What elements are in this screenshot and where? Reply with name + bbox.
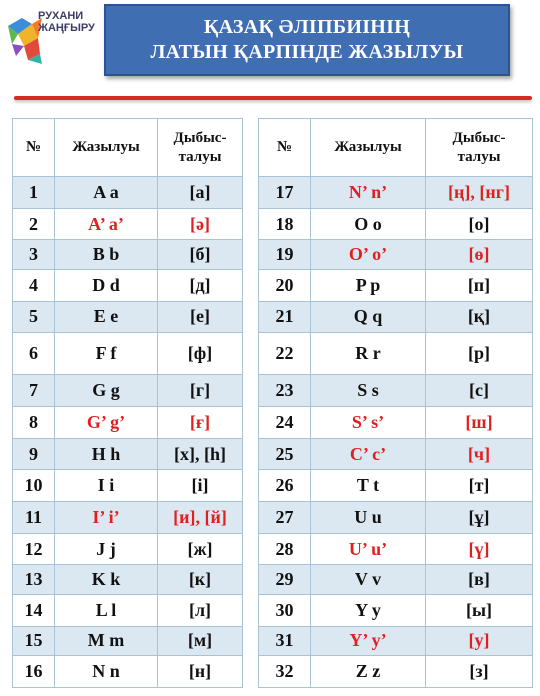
table-row — [259, 375, 533, 407]
table-row — [13, 470, 243, 502]
table-row — [259, 533, 533, 565]
sound-value: [р] — [426, 333, 533, 375]
latin-letter: H h — [55, 438, 158, 470]
table-row — [13, 240, 243, 270]
table-row — [259, 470, 533, 502]
table-row — [259, 407, 533, 439]
table-row — [13, 626, 243, 656]
sound-value: [д] — [158, 269, 243, 301]
latin-letter: N’ n’ — [311, 177, 426, 209]
header-sound — [426, 119, 533, 177]
sound-value: [ш] — [426, 407, 533, 439]
alphabet-table-left-body — [13, 119, 243, 688]
sound-value: [ө] — [426, 240, 533, 270]
alphabet-table-right-body — [259, 119, 533, 688]
latin-letter: L l — [55, 594, 158, 626]
header-sound-line1: Дыбыс- — [452, 129, 506, 146]
table-row — [259, 269, 533, 301]
letter-number: 2 — [13, 208, 55, 240]
latin-letter: R r — [311, 333, 426, 375]
table-row — [13, 656, 243, 688]
latin-letter: G’ g’ — [55, 407, 158, 439]
letter-number: 30 — [259, 594, 311, 626]
sound-value: [қ] — [426, 301, 533, 333]
sound-value: [ф] — [158, 333, 243, 375]
table-row — [13, 502, 243, 534]
latin-letter: N n — [55, 656, 158, 688]
letter-number: 4 — [13, 269, 55, 301]
sound-value: [ж] — [158, 533, 243, 565]
letter-number: 21 — [259, 301, 311, 333]
alphabet-table-right — [258, 118, 533, 688]
letter-number: 1 — [13, 177, 55, 209]
letter-number: 5 — [13, 301, 55, 333]
latin-letter: Z z — [311, 656, 426, 688]
latin-letter: I i — [55, 470, 158, 502]
table-row — [13, 438, 243, 470]
latin-letter: T t — [311, 470, 426, 502]
title-line1: ҚАЗАҚ ӘЛІПБИІНІҢ — [203, 16, 411, 38]
header-sound-line2: талуы — [457, 148, 501, 165]
sound-value: [з] — [426, 656, 533, 688]
latin-letter: Q q — [311, 301, 426, 333]
latin-letter: Y’ y’ — [311, 626, 426, 656]
table-row — [13, 208, 243, 240]
sound-value: [ү] — [426, 533, 533, 565]
latin-letter: S s — [311, 375, 426, 407]
letter-number: 14 — [13, 594, 55, 626]
table-row — [13, 407, 243, 439]
table-row — [259, 565, 533, 595]
table-row — [259, 502, 533, 534]
logo — [4, 4, 96, 70]
table-row — [13, 269, 243, 301]
letter-number: 18 — [259, 208, 311, 240]
sound-value: [в] — [426, 565, 533, 595]
letter-number: 16 — [13, 656, 55, 688]
letter-number: 29 — [259, 565, 311, 595]
logo-line1: РУХАНИ — [38, 10, 84, 22]
table-row — [259, 656, 533, 688]
logo-text — [38, 10, 95, 34]
letter-number: 20 — [259, 269, 311, 301]
sound-value: [х], [һ] — [158, 438, 243, 470]
latin-letter: A’ a’ — [55, 208, 158, 240]
table-row — [13, 301, 243, 333]
header-sound-line1: Дыбыс- — [173, 129, 227, 146]
sound-value: [ы] — [426, 594, 533, 626]
sound-value: [а] — [158, 177, 243, 209]
table-row — [259, 333, 533, 375]
table-row — [13, 375, 243, 407]
letter-number: 27 — [259, 502, 311, 534]
letter-number: 10 — [13, 470, 55, 502]
latin-letter: J j — [55, 533, 158, 565]
letter-number: 13 — [13, 565, 55, 595]
sound-value: [п] — [426, 269, 533, 301]
sound-value: [и], [й] — [158, 502, 243, 534]
letter-number: 32 — [259, 656, 311, 688]
sound-value: [е] — [158, 301, 243, 333]
latin-letter: I’ i’ — [55, 502, 158, 534]
sound-value: [г] — [158, 375, 243, 407]
letter-number: 28 — [259, 533, 311, 565]
table-row — [13, 533, 243, 565]
table-row — [259, 594, 533, 626]
sound-value: [б] — [158, 240, 243, 270]
letter-number: 23 — [259, 375, 311, 407]
alphabet-table-left — [12, 118, 243, 688]
sound-value: [ч] — [426, 438, 533, 470]
table-header-row — [259, 119, 533, 177]
letter-number: 24 — [259, 407, 311, 439]
table-row — [259, 301, 533, 333]
latin-letter: B b — [55, 240, 158, 270]
latin-letter: K k — [55, 565, 158, 595]
sound-value: [і] — [158, 470, 243, 502]
letter-number: 6 — [13, 333, 55, 375]
sound-value: [л] — [158, 594, 243, 626]
table-row — [259, 177, 533, 209]
latin-letter: O’ o’ — [311, 240, 426, 270]
sound-value: [н] — [158, 656, 243, 688]
sound-value: [ұ] — [426, 502, 533, 534]
table-header-row — [13, 119, 243, 177]
sound-value: [к] — [158, 565, 243, 595]
letter-number: 26 — [259, 470, 311, 502]
logo-line2: ЖАҢҒЫРУ — [38, 22, 95, 34]
latin-letter: V v — [311, 565, 426, 595]
latin-letter: U’ u’ — [311, 533, 426, 565]
table-row — [259, 208, 533, 240]
header-writing: Жазылуы — [55, 119, 158, 177]
sound-value: [ғ] — [158, 407, 243, 439]
header-writing: Жазылуы — [311, 119, 426, 177]
latin-letter: M m — [55, 626, 158, 656]
sound-value: [с] — [426, 375, 533, 407]
sound-value: [м] — [158, 626, 243, 656]
latin-letter: C’ c’ — [311, 438, 426, 470]
letter-number: 17 — [259, 177, 311, 209]
latin-letter: A a — [55, 177, 158, 209]
header-sound — [158, 119, 243, 177]
table-row — [259, 240, 533, 270]
title-line2: ЛАТЫН ҚАРПІНДЕ ЖАЗЫЛУЫ — [150, 41, 464, 63]
red-divider — [14, 96, 532, 100]
latin-letter: Y y — [311, 594, 426, 626]
header-num: № — [259, 119, 311, 177]
table-row — [13, 333, 243, 375]
header-num: № — [13, 119, 55, 177]
letter-number: 22 — [259, 333, 311, 375]
letter-number: 3 — [13, 240, 55, 270]
sound-value: [ә] — [158, 208, 243, 240]
table-row — [13, 594, 243, 626]
letter-number: 8 — [13, 407, 55, 439]
letter-number: 11 — [13, 502, 55, 534]
sound-value: [у] — [426, 626, 533, 656]
sound-value: [ң], [нг] — [426, 177, 533, 209]
latin-letter: D d — [55, 269, 158, 301]
letter-number: 12 — [13, 533, 55, 565]
latin-letter: F f — [55, 333, 158, 375]
letter-number: 15 — [13, 626, 55, 656]
latin-letter: E e — [55, 301, 158, 333]
table-row — [13, 565, 243, 595]
latin-letter: U u — [311, 502, 426, 534]
table-row — [259, 438, 533, 470]
latin-letter: O o — [311, 208, 426, 240]
letter-number: 9 — [13, 438, 55, 470]
letter-number: 25 — [259, 438, 311, 470]
sound-value: [т] — [426, 470, 533, 502]
latin-letter: S’ s’ — [311, 407, 426, 439]
letter-number: 19 — [259, 240, 311, 270]
letter-number: 31 — [259, 626, 311, 656]
header-sound-line2: талуы — [178, 148, 222, 165]
table-row — [259, 626, 533, 656]
latin-letter: P p — [311, 269, 426, 301]
letter-number: 7 — [13, 375, 55, 407]
sound-value: [о] — [426, 208, 533, 240]
table-row — [13, 177, 243, 209]
latin-letter: G g — [55, 375, 158, 407]
title-banner — [104, 4, 510, 76]
